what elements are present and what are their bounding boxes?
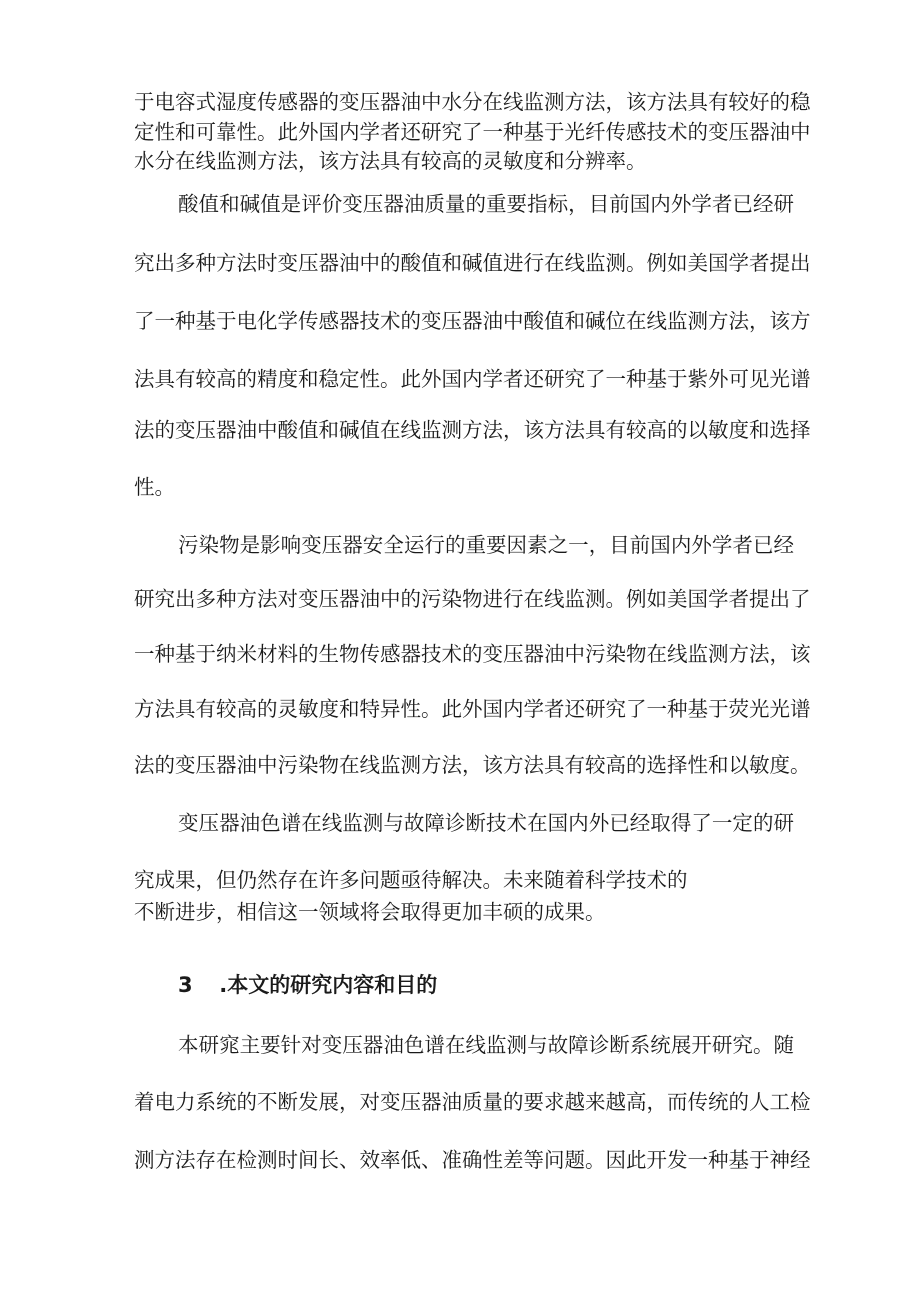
text-line: 法的变压器油中酸值和碱值在线监测方法，该方法具有较高的以敏度和选择 xyxy=(134,418,811,442)
text-line: 变压器油色谱在线监测与故障诊断技术在国内外已经取得了一定的研 xyxy=(178,811,794,835)
section-heading xyxy=(178,970,437,1000)
text-line: 究出多种方法时变压器油中的酸值和碱值进行在线监测。例如美国学者提出 xyxy=(134,251,811,275)
text-line: 方法具有较高的灵敏度和特异性。此外国内学者还研究了一种基于荧光光谱 xyxy=(134,697,811,721)
section-number: 3 xyxy=(178,973,193,997)
text-line: 法的变压器油中污染物在线监测方法，该方法具有较高的选择性和以敏度。 xyxy=(134,753,811,777)
text-line: 本研窕主要针对变压器油色谱在线监测与故障诊断系统展开研究。随 xyxy=(178,1033,794,1057)
section-title: .本文的研究内容和目的 xyxy=(219,973,438,997)
text-line: 究成果，但仍然存在许多问题亟待解决。未来随着科学技术的 xyxy=(134,868,688,892)
text-line: 着电力系统的不断发展，对变压器油质量的要求越来越高，而传统的人工检 xyxy=(134,1090,811,1114)
text-line: 不断进步，相信这一领域将会取得更加丰硕的成果。 xyxy=(134,900,606,924)
text-line: 法具有较高的精度和稳定性。此外国内学者还研究了一种基于紫外可见光谱 xyxy=(134,367,811,391)
text-line: 一种基于纳米材料的生物传感器技术的变压器油中污染物在线监测方法，该 xyxy=(134,642,811,666)
text-line: 定性和可靠性。此外国内学者还研究了一种基于光纤传感技术的变压器油中 xyxy=(134,120,811,144)
text-line: 了一种基于电化学传感器技术的变压器油中酸值和碱位在线监测方法，该方 xyxy=(134,309,811,333)
text-line: 水分在线监测方法，该方法具有较高的灵敏度和分辨率。 xyxy=(134,149,647,173)
text-line: 研究出多种方法对变压器油中的污染物进行在线监测。例如美国学者提出了 xyxy=(134,587,811,611)
text-line: 于电容式湿度传感器的变压器油中水分在线监测方法，该方法具有较好的稳 xyxy=(134,90,811,114)
text-line: 测方法存在检测时间长、效率低、准确性差等问题。因此开发一种基于神经 xyxy=(134,1148,811,1172)
text-line: 酸值和碱值是评价变压器油质量的重要指标，目前国内外学者已经研 xyxy=(178,192,794,216)
text-line: 污染物是影响变压器安全运行的重要因素之一，目前国内外学者已经 xyxy=(178,533,794,557)
text-line: 性。 xyxy=(134,475,175,499)
